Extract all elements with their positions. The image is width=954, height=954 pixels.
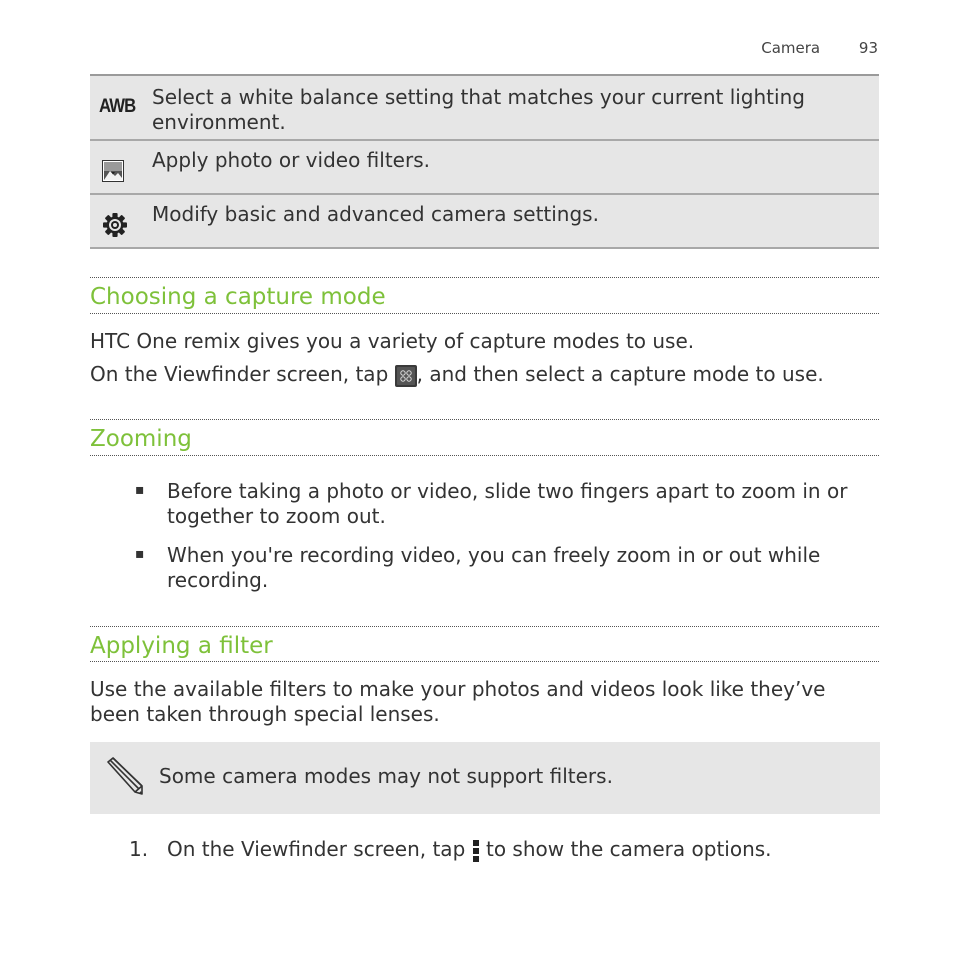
gear-icon: [102, 212, 128, 238]
page-header: [761, 39, 878, 57]
list-item: Before taking a photo or video, slide two fingers apart to zoom in or together to zoom out.: [167, 479, 848, 528]
note-box: [90, 742, 880, 814]
divider: [90, 455, 879, 456]
capture-mode-icon: [395, 365, 417, 387]
table-row: [90, 141, 879, 195]
step-text-start: On the Viewfinder screen, tap: [167, 837, 466, 861]
capture-instruction-start: On the Viewfinder screen, tap: [90, 362, 389, 386]
row-description: Modify basic and advanced camera settings.: [152, 202, 599, 226]
bullet-marker: ▪: [135, 482, 145, 498]
capture-instruction: [90, 362, 880, 387]
heading-zooming: Zooming: [90, 426, 192, 452]
divider: [90, 661, 879, 662]
section-name: Camera: [761, 39, 821, 57]
pencil-icon: [104, 756, 144, 796]
capture-intro: HTC One remix gives you a variety of capture modes to use.: [90, 329, 695, 353]
step-number: 1.: [129, 837, 149, 861]
capture-instruction-end: , and then select a capture mode to use.: [416, 362, 824, 386]
step-text: [167, 837, 772, 862]
menu-dots-icon: [472, 840, 480, 862]
row-description: Apply photo or video filters.: [152, 148, 430, 172]
divider: [90, 277, 879, 278]
filter-intro: Use the available filters to make your photos and videos look like they’ve been taken through special lenses.: [90, 677, 826, 726]
bullet-marker: ▪: [135, 546, 145, 562]
step-text-end: to show the camera options.: [485, 837, 772, 861]
heading-applying-filter: Applying a filter: [90, 633, 273, 659]
table-row: [90, 76, 879, 141]
note-text: Some camera modes may not support filters.: [159, 764, 613, 788]
row-description: Select a white balance setting that matches your current lighting environment.: [152, 85, 805, 134]
camera-options-table: [90, 74, 879, 249]
table-row: [90, 195, 879, 249]
divider: [90, 626, 879, 627]
page-number: 93: [858, 39, 878, 57]
list-item: When you're recording video, you can freely zoom in or out while recording.: [167, 543, 821, 592]
awb-icon: AWB: [99, 96, 136, 117]
divider: [90, 313, 879, 314]
heading-capture-mode: Choosing a capture mode: [90, 284, 386, 310]
divider: [90, 419, 879, 420]
filter-icon: [102, 160, 124, 182]
